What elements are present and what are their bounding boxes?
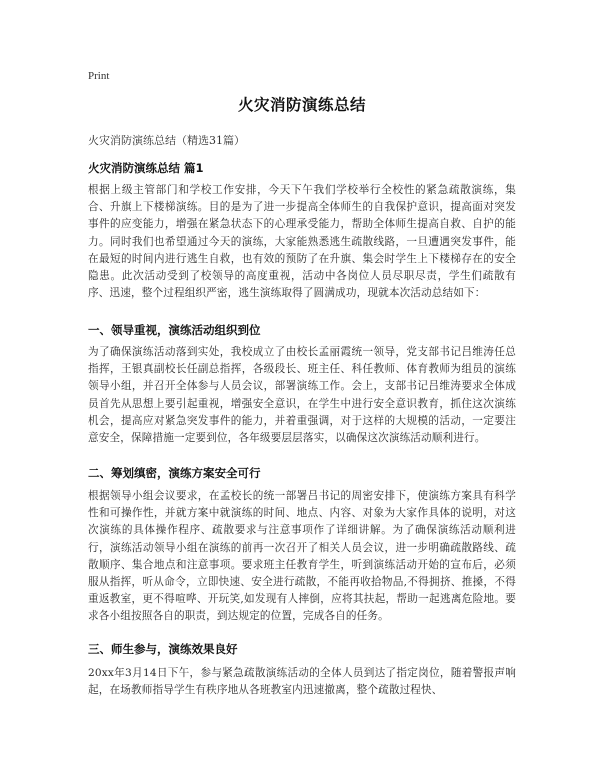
section-heading-2: 一、领导重视，演练活动组织到位 <box>88 323 261 337</box>
page-title: 火灾消防演练总结 <box>237 96 366 114</box>
document-subtitle: 火灾消防演练总结（精选31篇） <box>88 134 245 147</box>
print-link[interactable]: Print <box>88 70 110 82</box>
section-paragraph-2: 为了确保演练活动落到实处，我校成立了由校长孟丽霞统一领导，党支部书记吕维涛任总指挥，王银真副校长任副总指挥，各级段长、班主任、科任教师、体育教师为组员的演练领导小组，并召开全体参与人员会议，部署演练工作。会上，支部书记吕维涛要求全体成员首先从思想上要引起重视，增强安全意识，在学生中进行安全意识教育，抓住这次演练机会，提高应对紧急突发事件的能力，并着重强调，对于这样的大规模的活动，一定要注意安全，保障措施一定要到位，各年级要层层落实，以确保这次演练活动顺利进行。 <box>88 346 516 445</box>
section-paragraph-3: 根据领导小组会议要求，在孟校长的统一部署吕书记的周密安排下，使演练方案具有科学性和可操作性，并就方案中就演练的时间、地点、内容、对象为大家作具体的说明，对这次演练的具体操作程序、疏散要求与注意事项作了详细讲解。为了确保演练活动顺利进行，演练活动领导小组在演练的前再一次召开了相关人员会议，进一步明确疏散路线、疏散顺序、集合地点和注意事项。要求班主任教育学生，听到演练活动开始的宣布后，必须服从指挥，听从命令，立即快速、安全进行疏散，不能再收拾物品,不得拥挤、推搡，不得重返教室，更不得喧哗、开玩笑,如发现有人摔倒，应将其扶起，帮助一起逃离危险地。要求各小组按照各自的职责，到达规定的位置，完成各自的任务。 <box>88 490 516 623</box>
section-heading-3: 二、筹划缜密，演练方案安全可行 <box>88 466 261 480</box>
section-paragraph-1: 根据上级主管部门和学校工作安排，今天下午我们学校举行全校性的紧急疏散演练，集合、升旗上下楼梯演练。目的是为了进一步提高全体师生的自我保护意识，提高面对突发事件的应变能力，增强在紧急状态下的心理承受能力，帮助全体师生提高自救、自护的能力。同时我们也希望通过今天的演练，大家能熟悉逃生疏散线路，一旦遭遇突发事件，能在最短的时间内进行逃生自救，也有效的预防了在升旗、集会时学生上下楼梯存在的安全隐患。此次活动受到了校领导的高度重视，活动中各岗位人员尽职尽责，学生们疏散有序、迅速，整个过程组织严密，逃生演练取得了圆满成功，现就本次活动总结如下： <box>88 184 516 300</box>
section-heading-4: 三、师生参与，演练效果良好 <box>88 642 238 656</box>
section-heading-1: 火灾消防演练总结 篇1 <box>88 161 204 175</box>
section-paragraph-4: 20xx年3月14日下午，参与紧急疏散演练活动的全体人员到达了指定岗位，随着警报声响起，在场教师指导学生有秩序地从各班教室内迅速撤离，整个疏散过程快、 <box>88 667 516 697</box>
